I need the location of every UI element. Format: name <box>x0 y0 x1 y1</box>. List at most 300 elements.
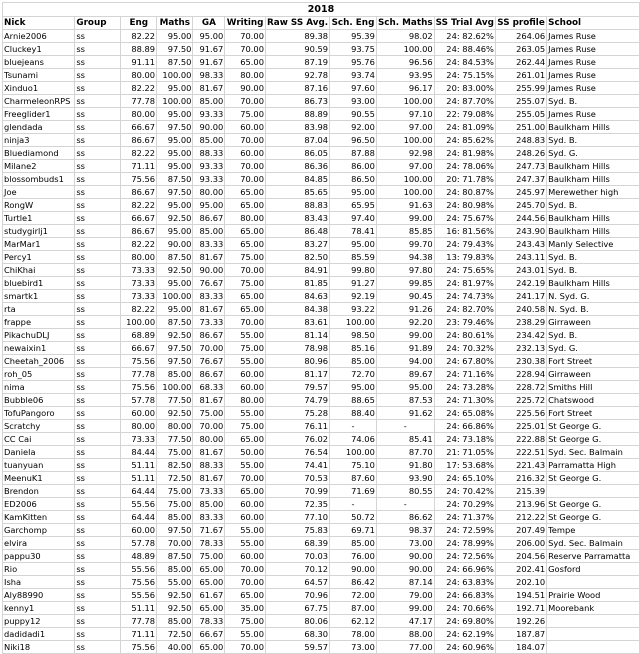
cell-writing: 55.00 <box>225 355 266 368</box>
cell-group: ss <box>75 147 121 160</box>
cell-ss-trial-avg: 24: 71.16% <box>434 368 495 381</box>
table-row <box>3 498 640 511</box>
cell-ss-trial-avg: 24: 72.56% <box>434 550 495 563</box>
cell-maths: 87.50 <box>157 550 193 563</box>
cell-sch-eng: 93.00 <box>330 95 377 108</box>
cell-sch-maths: 97.00 <box>376 160 434 173</box>
cell-group: ss <box>75 69 121 82</box>
cell-raw-ss-avg: 74.41 <box>265 459 329 472</box>
header-writing: Writing <box>225 17 266 30</box>
cell-ga: 71.67 <box>193 524 225 537</box>
cell-sch-maths: 99.85 <box>376 277 434 290</box>
cell-sch-eng: 95.00 <box>330 238 377 251</box>
cell-nick: Milane2 <box>3 160 75 173</box>
cell-sch-maths: 97.80 <box>376 264 434 277</box>
cell-group: ss <box>75 95 121 108</box>
cell-writing: 75.00 <box>225 277 266 290</box>
cell-sch-maths: 91.63 <box>376 199 434 212</box>
cell-nick: kenny1 <box>3 602 75 615</box>
cell-ga: 73.33 <box>193 316 225 329</box>
cell-eng: 68.89 <box>121 329 157 342</box>
cell-group: ss <box>75 550 121 563</box>
table-row <box>3 524 640 537</box>
cell-maths: 92.50 <box>157 589 193 602</box>
cell-group: ss <box>75 459 121 472</box>
table-row <box>3 212 640 225</box>
cell-sch-eng: 99.80 <box>330 264 377 277</box>
cell-writing: 55.00 <box>225 537 266 550</box>
cell-maths: 100.00 <box>157 69 193 82</box>
cell-school: Syd. B. <box>547 251 640 264</box>
cell-group: ss <box>75 212 121 225</box>
cell-raw-ss-avg: 72.35 <box>265 498 329 511</box>
table-row <box>3 433 640 446</box>
cell-writing: 65.00 <box>225 485 266 498</box>
cell-maths: 77.50 <box>157 433 193 446</box>
cell-ga: 83.33 <box>193 511 225 524</box>
cell-ss-profile: 243.01 <box>495 264 546 277</box>
cell-group: ss <box>75 303 121 316</box>
cell-ss-profile: 228.94 <box>495 368 546 381</box>
table-row <box>3 251 640 264</box>
cell-ss-trial-avg: 24: 78.99% <box>434 537 495 550</box>
cell-group: ss <box>75 563 121 576</box>
cell-sch-eng: 95.00 <box>330 381 377 394</box>
cell-school: Baulkham Hills <box>547 173 640 186</box>
cell-nick: frappe <box>3 316 75 329</box>
table-row <box>3 628 640 641</box>
cell-eng: 55.56 <box>121 498 157 511</box>
cell-ss-trial-avg: 24: 66.83% <box>434 589 495 602</box>
cell-eng: 91.11 <box>121 56 157 69</box>
cell-eng: 80.00 <box>121 108 157 121</box>
cell-group: ss <box>75 82 121 95</box>
cell-group: ss <box>75 121 121 134</box>
cell-ss-trial-avg: 13: 79.83% <box>434 251 495 264</box>
cell-ss-trial-avg: 24: 87.70% <box>434 95 495 108</box>
cell-school <box>547 485 640 498</box>
cell-nick: blossombuds1 <box>3 173 75 186</box>
cell-writing: 55.00 <box>225 628 266 641</box>
cell-ga: 66.67 <box>193 628 225 641</box>
cell-ss-profile: 216.32 <box>495 472 546 485</box>
cell-raw-ss-avg: 83.98 <box>265 121 329 134</box>
cell-group: ss <box>75 511 121 524</box>
cell-ga: 80.00 <box>193 433 225 446</box>
cell-ss-profile: 213.96 <box>495 498 546 511</box>
cell-sch-maths: 100.00 <box>376 43 434 56</box>
cell-maths: 95.00 <box>157 147 193 160</box>
cell-group: ss <box>75 485 121 498</box>
cell-nick: Isha <box>3 576 75 589</box>
cell-sch-eng: - <box>330 420 377 433</box>
cell-ss-trial-avg: 24: 66.96% <box>434 563 495 576</box>
cell-raw-ss-avg: 88.83 <box>265 199 329 212</box>
table-row <box>3 537 640 550</box>
cell-sch-eng: 72.00 <box>330 589 377 602</box>
cell-ss-trial-avg: 24: 75.15% <box>434 69 495 82</box>
table-row <box>3 329 640 342</box>
cell-school: James Ruse <box>547 56 640 69</box>
cell-school: Syd. Sec. Balmain <box>547 446 640 459</box>
cell-maths: 87.50 <box>157 56 193 69</box>
cell-sch-maths: 89.67 <box>376 368 434 381</box>
cell-maths: 97.50 <box>157 342 193 355</box>
cell-sch-eng: 91.27 <box>330 277 377 290</box>
cell-eng: 77.78 <box>121 615 157 628</box>
cell-eng: 48.89 <box>121 550 157 563</box>
cell-sch-eng: 88.40 <box>330 407 377 420</box>
cell-maths: 92.50 <box>157 407 193 420</box>
cell-writing: 70.00 <box>225 641 266 654</box>
cell-nick: RongW <box>3 199 75 212</box>
cell-school: N. Syd. G. <box>547 290 640 303</box>
cell-nick: glendada <box>3 121 75 134</box>
cell-eng: 60.00 <box>121 407 157 420</box>
cell-nick: puppy12 <box>3 615 75 628</box>
cell-sch-maths: 86.62 <box>376 511 434 524</box>
table-row <box>3 277 640 290</box>
cell-writing: 55.00 <box>225 329 266 342</box>
cell-writing: 70.00 <box>225 95 266 108</box>
cell-writing: 70.00 <box>225 173 266 186</box>
header-ga: GA <box>193 17 225 30</box>
cell-nick: smartk1 <box>3 290 75 303</box>
cell-school: Syd. B. <box>547 95 640 108</box>
header-sch-maths: Sch. Maths <box>377 18 433 28</box>
cell-group: ss <box>75 251 121 264</box>
cell-maths: 92.50 <box>157 602 193 615</box>
cell-eng: 55.56 <box>121 589 157 602</box>
cell-sch-maths: 91.89 <box>376 342 434 355</box>
cell-ss-trial-avg: 24: 75.65% <box>434 264 495 277</box>
cell-ss-trial-avg: 17: 53.68% <box>434 459 495 472</box>
cell-group: ss <box>75 238 121 251</box>
cell-maths: 55.00 <box>157 576 193 589</box>
cell-sch-eng: 92.19 <box>330 290 377 303</box>
cell-writing: 65.00 <box>225 433 266 446</box>
cell-maths: 80.00 <box>157 420 193 433</box>
cell-sch-maths: 91.26 <box>376 303 434 316</box>
cell-maths: 90.00 <box>157 238 193 251</box>
cell-writing: 75.00 <box>225 420 266 433</box>
cell-eng: 80.00 <box>121 251 157 264</box>
cell-school: Syd. B. <box>547 264 640 277</box>
cell-ga: 70.00 <box>193 342 225 355</box>
cell-writing: 70.00 <box>225 160 266 173</box>
cell-nick: TofuPangoro <box>3 407 75 420</box>
cell-ga: 65.00 <box>193 602 225 615</box>
cell-sch-maths: 77.00 <box>376 641 434 654</box>
table-row <box>3 602 640 615</box>
cell-raw-ss-avg: 76.54 <box>265 446 329 459</box>
cell-ss-profile: 184.07 <box>495 641 546 654</box>
cell-raw-ss-avg: 84.85 <box>265 173 329 186</box>
cell-eng: 86.67 <box>121 186 157 199</box>
table-row <box>3 563 640 576</box>
cell-school: Syd. B. <box>547 199 640 212</box>
cell-sch-maths: 96.56 <box>376 56 434 69</box>
cell-sch-maths: 94.00 <box>376 355 434 368</box>
cell-ss-trial-avg: 24: 88.46% <box>434 43 495 56</box>
cell-writing: 55.00 <box>225 524 266 537</box>
cell-ss-trial-avg: 20: 83.00% <box>434 82 495 95</box>
cell-writing: 70.00 <box>225 43 266 56</box>
cell-sch-maths: 99.00 <box>376 329 434 342</box>
cell-raw-ss-avg: 70.53 <box>265 472 329 485</box>
cell-ss-trial-avg: 24: 81.09% <box>434 121 495 134</box>
cell-ss-trial-avg: 24: 72.59% <box>434 524 495 537</box>
table-row <box>3 238 640 251</box>
cell-sch-maths: 97.00 <box>376 121 434 134</box>
cell-writing: 75.00 <box>225 251 266 264</box>
cell-raw-ss-avg: 76.02 <box>265 433 329 446</box>
cell-raw-ss-avg: 64.57 <box>265 576 329 589</box>
cell-eng: 51.11 <box>121 459 157 472</box>
cell-raw-ss-avg: 84.38 <box>265 303 329 316</box>
cell-ga: 85.00 <box>193 225 225 238</box>
table-row <box>3 264 640 277</box>
cell-sch-maths: 94.38 <box>376 251 434 264</box>
cell-ss-trial-avg: 24: 75.67% <box>434 212 495 225</box>
header-maths: Maths <box>157 17 193 30</box>
cell-nick: Bluediamond <box>3 147 75 160</box>
cell-raw-ss-avg: 86.73 <box>265 95 329 108</box>
cell-writing: 65.00 <box>225 56 266 69</box>
cell-writing: 80.00 <box>225 212 266 225</box>
cell-eng: 55.56 <box>121 563 157 576</box>
cell-sch-maths: 79.00 <box>376 589 434 602</box>
cell-ss-profile: 207.49 <box>495 524 546 537</box>
cell-ss-trial-avg: 24: 60.96% <box>434 641 495 654</box>
cell-sch-maths: 91.80 <box>376 459 434 472</box>
cell-maths: 95.00 <box>157 225 193 238</box>
header-raw-ss-avg: Raw SS Avg. <box>266 18 329 28</box>
cell-writing: 70.00 <box>225 30 266 43</box>
cell-school <box>547 628 640 641</box>
table-row <box>3 420 640 433</box>
cell-sch-maths: 85.41 <box>376 433 434 446</box>
cell-ga: 98.33 <box>193 69 225 82</box>
cell-ga: 78.33 <box>193 615 225 628</box>
cell-sch-eng: 85.00 <box>330 355 377 368</box>
cell-ss-trial-avg: 24: 70.32% <box>434 342 495 355</box>
table-row <box>3 95 640 108</box>
cell-raw-ss-avg: 79.57 <box>265 381 329 394</box>
cell-ga: 93.33 <box>193 108 225 121</box>
table-row <box>3 43 640 56</box>
cell-ga: 88.33 <box>193 459 225 472</box>
cell-school: Parramatta High <box>547 459 640 472</box>
cell-school: James Ruse <box>547 69 640 82</box>
cell-eng: 66.67 <box>121 342 157 355</box>
table-row <box>3 147 640 160</box>
cell-ga: 91.67 <box>193 43 225 56</box>
cell-sch-eng: 50.72 <box>330 511 377 524</box>
cell-nick: Brendon <box>3 485 75 498</box>
cell-group: ss <box>75 30 121 43</box>
table-row <box>3 615 640 628</box>
cell-raw-ss-avg: 68.30 <box>265 628 329 641</box>
cell-ga: 81.67 <box>193 251 225 264</box>
cell-raw-ss-avg: 92.78 <box>265 69 329 82</box>
cell-ss-profile: 202.41 <box>495 563 546 576</box>
cell-maths: 87.50 <box>157 173 193 186</box>
cell-group: ss <box>75 329 121 342</box>
cell-ga: 65.00 <box>193 641 225 654</box>
cell-eng: 88.89 <box>121 43 157 56</box>
cell-sch-eng: 87.88 <box>330 147 377 160</box>
cell-nick: Niki18 <box>3 641 75 654</box>
table-row <box>3 407 640 420</box>
cell-maths: 72.50 <box>157 628 193 641</box>
cell-eng: 71.11 <box>121 628 157 641</box>
cell-maths: 97.50 <box>157 524 193 537</box>
cell-sch-maths: 92.98 <box>376 147 434 160</box>
table-row <box>3 121 640 134</box>
cell-writing: 80.00 <box>225 69 266 82</box>
cell-nick: Bubble06 <box>3 394 75 407</box>
cell-ss-trial-avg: 24: 70.66% <box>434 602 495 615</box>
cell-raw-ss-avg: 74.79 <box>265 394 329 407</box>
table-row <box>3 290 640 303</box>
cell-ga: 70.00 <box>193 420 225 433</box>
cell-sch-eng: 95.76 <box>330 56 377 69</box>
cell-group: ss <box>75 394 121 407</box>
cell-maths: 100.00 <box>157 95 193 108</box>
cell-eng: 82.22 <box>121 303 157 316</box>
header-school: School <box>547 17 640 30</box>
header-sch-eng: Sch. Eng <box>331 18 375 28</box>
cell-ga: 76.67 <box>193 355 225 368</box>
cell-sch-maths: 99.00 <box>376 602 434 615</box>
cell-maths: 75.00 <box>157 485 193 498</box>
table-row <box>3 459 640 472</box>
cell-group: ss <box>75 602 121 615</box>
cell-group: ss <box>75 537 121 550</box>
cell-eng: 75.56 <box>121 381 157 394</box>
cell-writing: 65.00 <box>225 186 266 199</box>
cell-school: St George G. <box>547 498 640 511</box>
cell-sch-maths: 87.53 <box>376 394 434 407</box>
cell-writing: 60.00 <box>225 147 266 160</box>
cell-eng: 57.78 <box>121 537 157 550</box>
table-row <box>3 199 640 212</box>
table-row <box>3 30 640 43</box>
cell-eng: 84.44 <box>121 446 157 459</box>
cell-eng: 66.67 <box>121 121 157 134</box>
cell-ss-profile: 244.56 <box>495 212 546 225</box>
header-group: Group <box>75 17 121 30</box>
cell-maths: 87.50 <box>157 316 193 329</box>
cell-sch-maths: 47.17 <box>376 615 434 628</box>
cell-group: ss <box>75 173 121 186</box>
cell-maths: 92.50 <box>157 329 193 342</box>
cell-group: ss <box>75 420 121 433</box>
cell-group: ss <box>75 290 121 303</box>
cell-sch-eng: 96.50 <box>330 134 377 147</box>
cell-ss-trial-avg: 24: 67.80% <box>434 355 495 368</box>
cell-school: Baulkham Hills <box>547 160 640 173</box>
cell-sch-maths: 95.00 <box>376 381 434 394</box>
cell-nick: ChiKhai <box>3 264 75 277</box>
cell-raw-ss-avg: 84.63 <box>265 290 329 303</box>
cell-ga: 88.33 <box>193 147 225 160</box>
cell-group: ss <box>75 498 121 511</box>
cell-raw-ss-avg: 81.14 <box>265 329 329 342</box>
cell-ss-profile: 221.43 <box>495 459 546 472</box>
cell-writing: 65.00 <box>225 290 266 303</box>
cell-sch-maths: - <box>376 420 434 433</box>
cell-maths: 100.00 <box>157 290 193 303</box>
cell-sch-eng: 95.00 <box>330 186 377 199</box>
cell-maths: 92.50 <box>157 212 193 225</box>
cell-ss-trial-avg: 24: 70.29% <box>434 498 495 511</box>
table-row <box>3 69 640 82</box>
cell-sch-maths: 93.95 <box>376 69 434 82</box>
cell-ga: 95.00 <box>193 30 225 43</box>
cell-raw-ss-avg: 80.06 <box>265 615 329 628</box>
cell-ss-profile: 230.38 <box>495 355 546 368</box>
cell-ga: 85.00 <box>193 95 225 108</box>
cell-maths: 97.50 <box>157 43 193 56</box>
cell-group: ss <box>75 615 121 628</box>
cell-writing: 65.00 <box>225 589 266 602</box>
header-ss-trial-avg: SS Trial Avg <box>435 18 494 28</box>
cell-ga: 93.33 <box>193 160 225 173</box>
cell-ga: 80.00 <box>193 186 225 199</box>
title-row <box>3 3 640 17</box>
cell-ss-profile: 242.19 <box>495 277 546 290</box>
cell-ga: 91.67 <box>193 56 225 69</box>
cell-writing: 90.00 <box>225 82 266 95</box>
cell-group: ss <box>75 355 121 368</box>
cell-ss-profile: 247.73 <box>495 160 546 173</box>
cell-ss-trial-avg: 24: 71.37% <box>434 511 495 524</box>
cell-sch-maths: 97.10 <box>376 108 434 121</box>
cell-nick: pappu30 <box>3 550 75 563</box>
cell-eng: 64.44 <box>121 485 157 498</box>
cell-school: James Ruse <box>547 82 640 95</box>
cell-maths: 95.00 <box>157 277 193 290</box>
cell-eng: 75.56 <box>121 576 157 589</box>
cell-sch-eng: 75.10 <box>330 459 377 472</box>
cell-maths: 85.00 <box>157 563 193 576</box>
cell-eng: 66.67 <box>121 212 157 225</box>
cell-sch-eng: 62.12 <box>330 615 377 628</box>
cell-nick: Turtle1 <box>3 212 75 225</box>
cell-sch-maths: 100.00 <box>376 134 434 147</box>
cell-sch-eng: 73.00 <box>330 641 377 654</box>
cell-eng: 51.11 <box>121 472 157 485</box>
cell-ss-trial-avg: 24: 81.97% <box>434 277 495 290</box>
cell-school: Girraween <box>547 368 640 381</box>
cell-raw-ss-avg: 59.57 <box>265 641 329 654</box>
table-row <box>3 303 640 316</box>
cell-eng: 82.22 <box>121 147 157 160</box>
cell-nick: Rio <box>3 563 75 576</box>
cell-raw-ss-avg: 81.85 <box>265 277 329 290</box>
cell-nick: rta <box>3 303 75 316</box>
cell-writing: 60.00 <box>225 121 266 134</box>
cell-sch-eng: 86.42 <box>330 576 377 589</box>
cell-maths: 95.00 <box>157 199 193 212</box>
cell-school: Manly Selective <box>547 238 640 251</box>
cell-sch-eng: 72.70 <box>330 368 377 381</box>
cell-nick: Xinduo1 <box>3 82 75 95</box>
cell-sch-maths: 80.55 <box>376 485 434 498</box>
cell-school <box>547 615 640 628</box>
